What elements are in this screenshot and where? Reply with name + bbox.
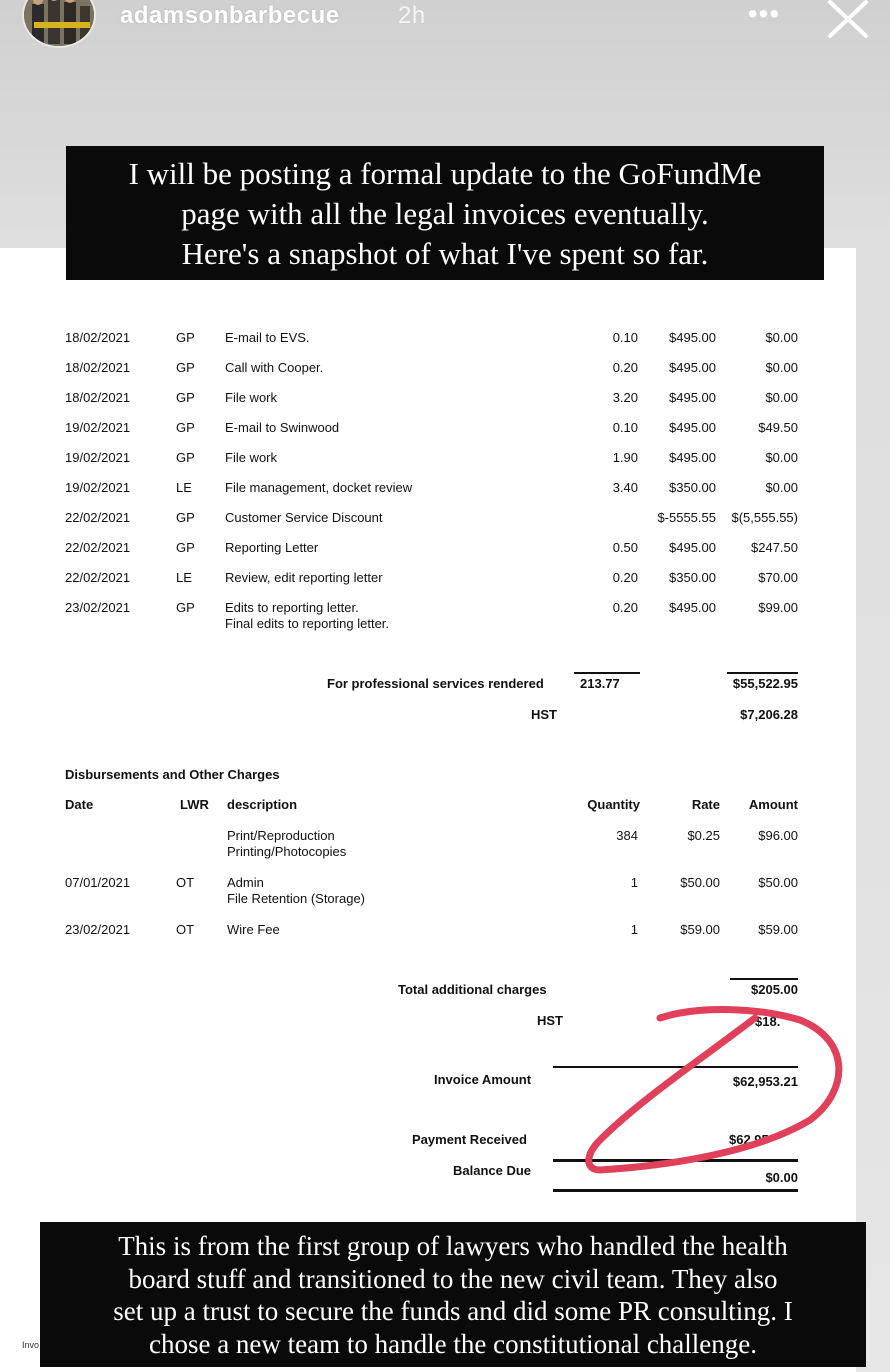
avatar[interactable] xyxy=(22,0,96,48)
entry-quantity: 0.10 xyxy=(612,330,638,345)
entry-lwr: LE xyxy=(176,480,192,495)
divider xyxy=(553,1066,798,1068)
total-additional-amount: $205.00 xyxy=(751,982,798,997)
invoice-amount: $62,953.21 xyxy=(732,1074,798,1089)
disbursement-date: 07/01/2021 xyxy=(65,875,131,890)
entry-date: 19/02/2021 xyxy=(65,450,131,465)
disbursement-amount: $50.00 xyxy=(758,875,798,890)
entry-description: Reporting Letter xyxy=(225,540,319,555)
entry-amount: $0.00 xyxy=(765,360,798,375)
disbursement-quantity: 1 xyxy=(630,922,638,937)
caption-bottom-line: This is from the first group of lawyers who handled the health xyxy=(118,1231,788,1261)
disbursement-description: Admin xyxy=(227,875,264,890)
header-rate: Rate xyxy=(691,797,720,812)
entry-date: 22/02/2021 xyxy=(65,570,131,585)
entry-amount: $(5,555.55) xyxy=(731,510,798,525)
entry-date: 18/02/2021 xyxy=(65,330,131,345)
entry-rate: $495.00 xyxy=(669,450,716,465)
entry-rate: $495.00 xyxy=(669,420,716,435)
balance-due-label: Balance Due xyxy=(453,1163,532,1178)
services-label: For professional services rendered xyxy=(327,676,544,691)
entry-date: 18/02/2021 xyxy=(65,390,131,405)
entry-lwr: GP xyxy=(176,420,195,435)
entry-rate: $350.00 xyxy=(669,480,716,495)
entry-amount: $49.50 xyxy=(758,420,798,435)
hst-amount: $7,206.28 xyxy=(740,707,798,722)
more-options-icon[interactable]: ••• xyxy=(747,0,781,29)
entry-date: 18/02/2021 xyxy=(65,360,131,375)
story-header xyxy=(0,0,890,50)
avatar-image xyxy=(24,0,96,48)
entry-rate: $495.00 xyxy=(669,390,716,405)
header-amount: Amount xyxy=(748,797,798,812)
story-timestamp: 2h xyxy=(398,2,426,29)
caption-bottom-line: set up a trust to secure the funds and did some PR consulting. I xyxy=(113,1296,793,1326)
entry-lwr: GP xyxy=(176,390,195,405)
disbursement-amount: $96.00 xyxy=(758,828,798,843)
entry-quantity: 3.40 xyxy=(612,480,638,495)
caption-bottom xyxy=(40,1222,866,1367)
entry-quantity: 1.90 xyxy=(612,450,638,465)
disbursement-quantity: 1 xyxy=(630,875,638,890)
entry-lwr: GP xyxy=(176,360,195,375)
entry-description: File work xyxy=(225,390,278,405)
disbursement-rate: $50.00 xyxy=(680,875,720,890)
entry-quantity: 3.20 xyxy=(612,390,638,405)
disbursement-description-line2: File Retention (Storage) xyxy=(227,891,366,906)
caption-top-line: I will be posting a formal update to the GoFundMe xyxy=(128,156,762,191)
disbursement-date: 23/02/2021 xyxy=(65,922,131,937)
entry-rate: $495.00 xyxy=(669,600,716,615)
disbursement-description: Wire Fee xyxy=(227,922,280,937)
entry-lwr: LE xyxy=(176,570,192,585)
entry-amount: $70.00 xyxy=(758,570,798,585)
caption-top-line: page with all the legal invoices eventually. xyxy=(181,196,709,231)
invoice-amount-label: Invoice Amount xyxy=(434,1072,532,1087)
divider xyxy=(574,672,640,674)
divider xyxy=(727,672,798,674)
entry-rate: $495.00 xyxy=(669,360,716,375)
entry-rate: $495.00 xyxy=(669,330,716,345)
disbursement-description-line2: Printing/Photocopies xyxy=(227,844,347,859)
entry-quantity: 0.50 xyxy=(612,540,638,555)
disbursement-rate: $59.00 xyxy=(680,922,720,937)
entry-lwr: GP xyxy=(176,330,195,345)
disbursement-rate: $0.25 xyxy=(687,828,720,843)
services-amount: $55,522.95 xyxy=(732,676,798,691)
entry-lwr: GP xyxy=(176,540,195,555)
story-username[interactable]: adamsonbarbecue xyxy=(120,2,340,29)
header-quantity: Quantity xyxy=(587,797,640,812)
entry-lwr: GP xyxy=(176,450,195,465)
payment-received-label: Payment Received xyxy=(412,1132,527,1147)
disbursements-title: Disbursements and Other Charges xyxy=(65,767,280,782)
disbursement-quantity: 384 xyxy=(616,828,638,843)
entry-description: E-mail to Swinwood xyxy=(225,420,340,435)
header-lwr: LWR xyxy=(180,797,209,812)
entry-rate: $495.00 xyxy=(669,540,716,555)
entry-description: Review, edit reporting letter xyxy=(225,570,383,585)
footer-fragment: Invo xyxy=(22,1340,40,1350)
entry-amount: $0.00 xyxy=(765,330,798,345)
services-hours: 213.77 xyxy=(580,676,620,691)
entry-quantity: 0.20 xyxy=(612,600,638,615)
hst-label: HST xyxy=(531,707,557,722)
entry-lwr: GP xyxy=(176,510,195,525)
caption-top-line: Here's a snapshot of what I've spent so far. xyxy=(181,236,709,271)
entry-description: Call with Cooper. xyxy=(225,360,324,375)
entry-description: File management, docket review xyxy=(225,480,413,495)
divider xyxy=(730,978,798,980)
entry-date: 19/02/2021 xyxy=(65,480,131,495)
total-additional-label: Total additional charges xyxy=(398,982,547,997)
disbursement-lwr: OT xyxy=(176,875,195,890)
disbursement-amount: $59.00 xyxy=(758,922,798,937)
close-icon[interactable] xyxy=(824,0,872,40)
caption-bottom-line: board stuff and transitioned to the new civil team. They also xyxy=(128,1263,778,1294)
entry-amount: $247.50 xyxy=(751,540,798,555)
entry-description: Edits to reporting letter. xyxy=(225,600,359,615)
entry-quantity: 0.20 xyxy=(612,570,638,585)
hst2-label: HST xyxy=(537,1013,563,1028)
divider xyxy=(553,1159,798,1162)
entry-quantity: 0.10 xyxy=(612,420,638,435)
entry-description-line2: Final edits to reporting letter. xyxy=(225,616,390,631)
hst2-amount: $18. xyxy=(755,1014,781,1029)
entry-amount: $0.00 xyxy=(765,480,798,495)
entry-date: 23/02/2021 xyxy=(65,600,131,615)
disbursement-lwr: OT xyxy=(176,922,195,937)
entry-description: E-mail to EVS. xyxy=(225,330,310,345)
entry-amount: $0.00 xyxy=(765,450,798,465)
caption-top xyxy=(66,146,824,280)
entry-amount: $0.00 xyxy=(765,390,798,405)
divider xyxy=(553,1189,798,1192)
entry-quantity: 0.20 xyxy=(612,360,638,375)
entry-date: 22/02/2021 xyxy=(65,540,131,555)
entry-rate: $-5555.55 xyxy=(657,510,716,525)
entry-date: 22/02/2021 xyxy=(65,510,131,525)
header-description: description xyxy=(227,797,298,812)
entry-description: File work xyxy=(225,450,278,465)
entry-lwr: GP xyxy=(176,600,195,615)
header-date: Date xyxy=(65,797,94,812)
payment-received: $62,95 xyxy=(729,1132,769,1147)
balance-due: $0.00 xyxy=(765,1170,798,1185)
entry-rate: $350.00 xyxy=(669,570,716,585)
entry-description: Customer Service Discount xyxy=(225,510,383,525)
entry-date: 19/02/2021 xyxy=(65,420,131,435)
caption-bottom-line: chose a new team to handle the constitutional challenge. xyxy=(148,1328,758,1359)
disbursement-description: Print/Reproduction xyxy=(227,828,335,843)
entry-amount: $99.00 xyxy=(758,600,798,615)
